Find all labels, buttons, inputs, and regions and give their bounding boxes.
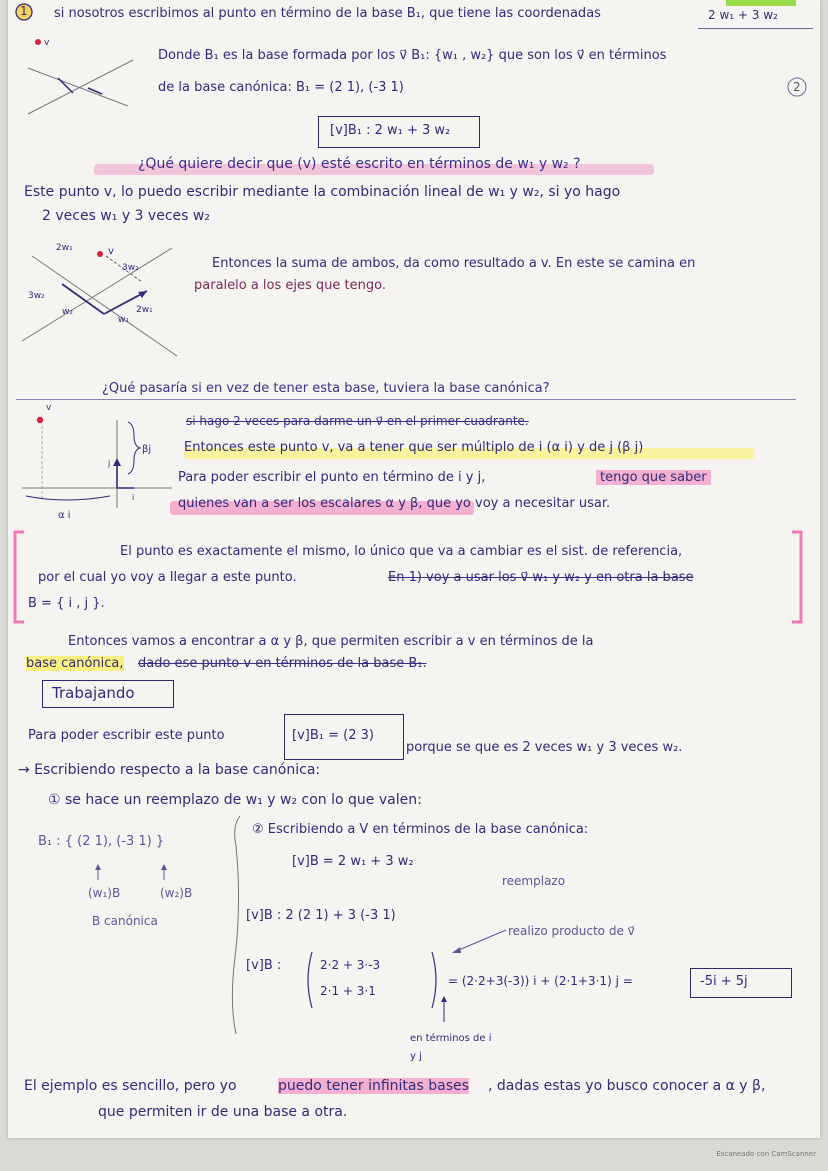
working-result: -5i + 5j: [700, 974, 748, 989]
question1-line-3-text: Entonces la suma de ambos, da como resultado a v. En este se camina en: [212, 256, 696, 271]
conclusion-line-2: que permiten ir de una base a otra.: [98, 1104, 348, 1120]
working-eq-3-top: 2·2 + 3·-3: [320, 958, 381, 972]
fig-label-3w2b: 3w₂: [28, 291, 45, 301]
question2-line-4: quienes van a ser los escalares α y β, que yo voy a necesitar usar.: [178, 496, 611, 511]
working-eq-2: [v]B : 2 (2 1) + 3 (-3 1): [246, 908, 396, 923]
basis-vectors-figure: [22, 236, 192, 366]
intro-line-3: de la base canónica: B₁ = (2 1), (-3 1): [158, 80, 404, 95]
circled-number-1-label: 1: [20, 4, 28, 18]
bracketed-line-1: El punto es exactamente el mismo, lo único que va a cambiar es el sist. de referencia,: [120, 544, 683, 559]
working-eq-3-lhs: [v]B :: [246, 958, 282, 973]
fig-label-3w2: 3w₂: [122, 263, 139, 273]
notebook-page: [8, 0, 820, 1138]
pink-bracket-right: [790, 530, 804, 626]
working-terminos-arrow: [438, 994, 450, 1024]
working-b-canonica: B canónica: [92, 914, 158, 928]
svg-text:v: v: [44, 38, 50, 48]
working-w1b: (w₁)B: [88, 886, 121, 900]
working-line-2: → Escribiendo respecto a la base canónica:: [18, 762, 321, 778]
working-line-1a: Para poder escribir este punto: [28, 728, 225, 743]
fig-label-2w1b: 2w₁: [136, 305, 153, 315]
question1-line-1: Este punto v, lo puedo escribir mediante la combinación lineal de w₁ y w₂, si yo hago: [24, 184, 621, 200]
working-note-producto: realizo producto de v⃗: [508, 924, 635, 938]
working-divider-curve: [230, 816, 242, 1036]
working-w2b: (w₂)B: [160, 886, 193, 900]
working-boxed: [v]B₁ = (2 3): [292, 728, 374, 743]
working-eq-1: [v]B = 2 w₁ + 3 w₂: [292, 854, 414, 869]
pink-bracket-left: [12, 530, 26, 626]
fig-label-2w1: 2w₁: [56, 243, 73, 253]
fig2-label-alpha-i: α i: [58, 510, 71, 521]
page-marker: 2: [793, 80, 801, 94]
fig2-label-i: i: [132, 493, 135, 502]
fig2-label-beta-j: βj: [142, 444, 152, 455]
working-step-2: ② Escribiendo a V en términos de la base canónica:: [252, 822, 589, 837]
question1-line-4: paralelo a los ejes que tengo.: [194, 278, 386, 293]
question2-text: ¿Qué pasaría si en vez de tener esta base, tuviera la base canónica?: [102, 381, 550, 396]
question2-line-1: si hago 2 veces para darme un v⃗ en el primer cuadrante.: [186, 414, 529, 428]
working-up-arrows: [88, 862, 188, 882]
basis-cross-figure-1: [28, 38, 148, 118]
working-line-1b: porque se que es 2 veces w₁ y 3 veces w₂.: [406, 740, 683, 755]
then-line-1: Entonces vamos a encontrar a α y β, que permiten escribir a v en términos de la: [68, 634, 594, 649]
question2-line-3a: Para poder escribir el punto en término de i y j,: [178, 470, 486, 485]
working-note-reemplazo: reemplazo: [502, 874, 566, 888]
working-b1-set: B₁ : { (2 1), (-3 1) }: [38, 834, 165, 849]
fig-label-v: v: [108, 246, 114, 257]
working-step-1: ① se hace un reemplazo de w₁ y w₂ con lo que valen:: [48, 792, 422, 808]
bracketed-line-2a: por el cual yo voy a llegar a este punto.: [38, 570, 297, 585]
fig2-label-v: v: [46, 403, 52, 413]
question2-line-3b: tengo que saber: [596, 470, 711, 485]
fig-label-w2: w₂: [62, 307, 73, 317]
conclusion-line-1a: El ejemplo es sencillo, pero yo: [24, 1078, 237, 1094]
fig2-label-j: j: [108, 459, 111, 468]
bracketed-line-2b: En 1) voy a usar los v⃗ w₁ y w₂ y en otra la base: [388, 570, 694, 585]
working-eq-3-rhs: = (2·2+3(-3)) i + (2·1+3·1) j =: [448, 974, 633, 988]
intro-line-1: si nosotros escribimos al punto en término de la base B₁, que tiene las coordenadas: [54, 6, 601, 21]
conclusion-line-1c: , dadas estas yo busco conocer a α y β,: [488, 1078, 766, 1094]
question1-text: ¿Qué quiere decir que (v) esté escrito en términos de w₁ y w₂ ?: [138, 156, 581, 172]
fig-label-w1: w₁: [118, 315, 129, 325]
intro-line-2: Donde B₁ es la base formada por los v⃗ B₁: {w₁ , w₂} que son los v⃗ en términos: [158, 48, 667, 63]
question2-line-2: Entonces este punto v, va a tener que ser múltiplo de i (α i) y de j (β j): [184, 440, 644, 455]
working-label: Trabajando: [52, 684, 135, 702]
canonical-axes-figure: [22, 400, 182, 525]
question1-line-3: [212, 256, 695, 271]
intro-boxed-equation: [v]B₁ : 2 w₁ + 3 w₂: [330, 123, 451, 138]
intro-underline: [698, 28, 813, 29]
then-line-2b: dado ese punto v en términos de la base B₁.: [138, 656, 427, 671]
then-line-2a: base canónica,: [26, 656, 124, 671]
working-producto-arrow: [448, 928, 508, 958]
working-eq-3-bot: 2·1 + 3·1: [320, 984, 376, 998]
conclusion-line-1b: puedo tener infinitas bases: [278, 1078, 469, 1094]
working-note-terminos: en términos de i y j: [410, 1033, 492, 1062]
intro-coords: 2 w₁ + 3 w₂: [708, 8, 778, 22]
page-corner-mark: [726, 0, 796, 6]
scanner-watermark: Escaneado con CamScanner: [716, 1150, 816, 1158]
question1-line-2: 2 veces w₁ y 3 veces w₂: [42, 208, 210, 224]
bracketed-line-3: B = { i , j }.: [28, 596, 105, 611]
